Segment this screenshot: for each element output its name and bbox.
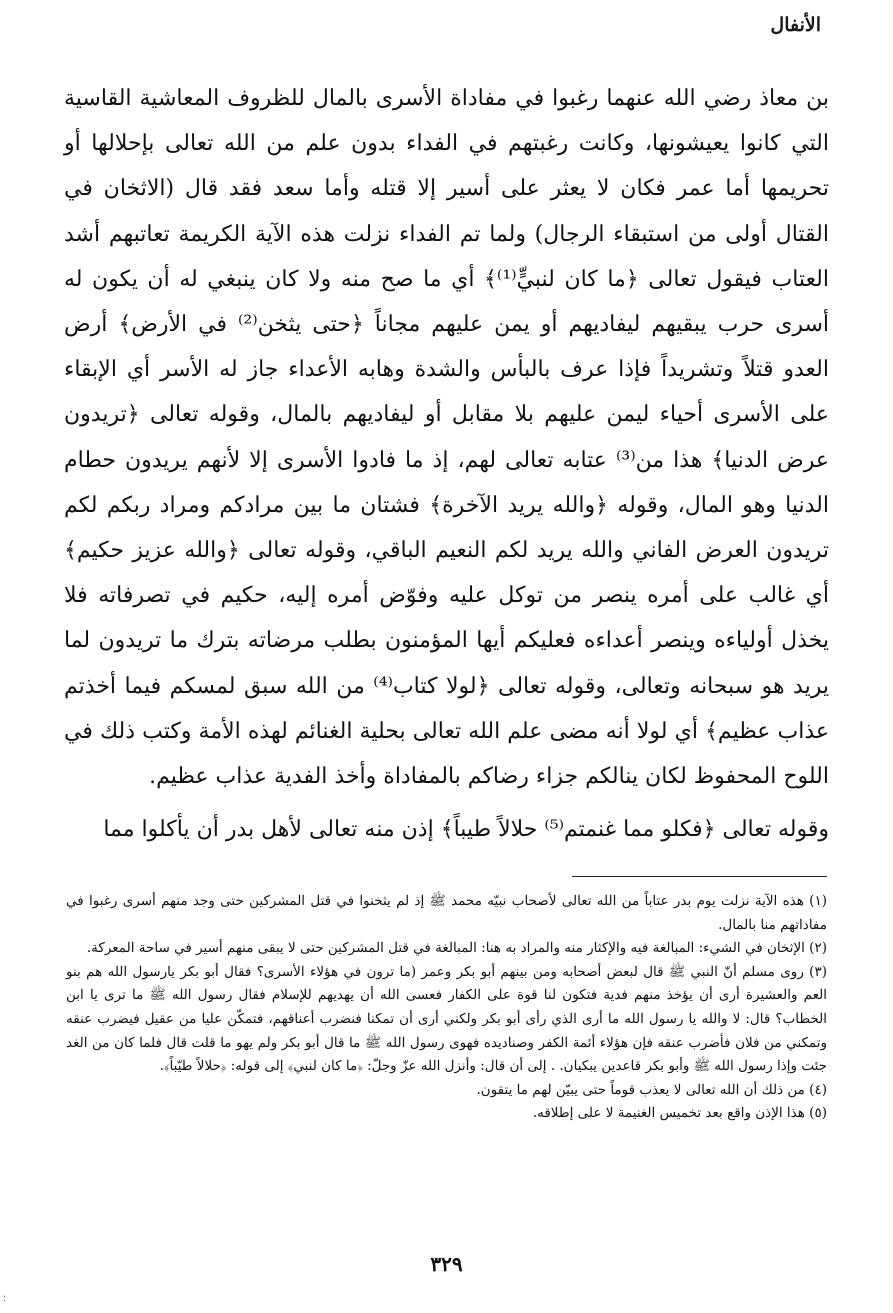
footnote-2: (٢) الإثخان في الشيء: المبالغة فيه والإكثار منه والمراد به هنا: المبالغة في قتل المشركين حتى لا يبقى منهم أسير في ساحة المعركة.	[86, 940, 827, 957]
footnote-separator	[572, 876, 827, 877]
footnote-3: (٣) روى مسلم أنّ النبي ﷺ قال لبعض أصحابه ومن بينهم أبو بكر وعمر (ما ترون في هؤلاء الأسرى؟ فقال أبو بكر يارسول الله هم بنو العم والعشيرة أرى أن يؤخذ منهم فدية فتكون لنا قوة على الكفار فعسى الله أن يهديهم للإسلام فقال رسول الله ﷺ ما ترى يا ابن الخطاب؟ قال: لا والله يا رسول الله ما أرى الذي رأى أبو بكر ولكني أرى أن تمكنا فنضرب أعناقهم، فتمكّن عليا من عقيل فيضرب عنقه وتمكني من فلان فأضرب عنقه فإن هؤلاء أئمة الكفر وصناديده فهوى رسول الله ﷺ ما قال أبو بكر ولم يهو ما قلت قال فلما كان من الغد جئت وإذا رسول الله ﷺ وأبو بكر قاعدين يبكيان. . إلى أن قال: وأنزل الله عزّ وجلّ: ﴿ما كان لنبي﴾ إلى قوله: ﴿حلالاً طيّباً﴾.	[66, 963, 827, 1075]
footnotes	[66, 890, 827, 1126]
scan-edge-mark: ؛	[3, 1294, 6, 1304]
page-number: ٣٢٩	[430, 1252, 463, 1276]
main-paragraph-2: وقوله تعالى ﴿فكلو مما غنمتم⁽⁵⁾ حلالاً طيباً﴾ إذن منه تعالى لأهل بدر أن يأكلوا مما	[103, 817, 829, 843]
main-text	[64, 76, 829, 852]
main-paragraph-1: بن معاذ رضي الله عنهما رغبوا في مفاداة الأسرى بالمال للظروف المعاشية القاسية التي كانوا يعيشونها، وكانت رغبتهم في الفداء بدون علم من الله تعالى بإحلالها أو تحريمها أما عمر فكان لا يعثر على أسير إلا قتله وأما سعد فقد قال (الاثخان في القتال أولى من استبقاء الرجال) ولما تم الفداء نزلت هذه الآية الكريمة تعاتبهم أشد العتاب فيقول تعالى ﴿ما كان لنبيٍّ⁽¹⁾﴾ أي ما صح منه ولا كان ينبغي له أن يكون له أسرى حرب يبقيهم ليفاديهم أو يمن عليهم مجاناً ﴿حتى يثخن⁽²⁾ في الأرض﴾ أرض العدو قتلاً وتشريداً فإذا عرف بالبأس والشدة وهابه الأعداء جاز له الأسر أي الإبقاء على الأسرى أحياء ليمن عليهم بلا مقابل أو ليفاديهم بالمال، وقوله تعالى ﴿تريدون عرض الدنيا﴾ هذا من⁽³⁾ عتابه تعالى لهم، إذ ما فادوا الأسرى إلا لأنهم يريدون حطام الدنيا وهو المال، وقوله ﴿والله يريد الآخرة﴾ فشتان ما بين مرادكم ومراد ربكم لكم تريدون العرض الفاني والله يريد لكم النعيم الباقي، وقوله تعالى ﴿والله عزيز حكيم﴾ أي غالب على أمره ينصر من توكل عليه وفوّض أمره إليه، حكيم في تصرفاته فلا يخذل أولياءه وينصر أعداءه فعليكم أيها المؤمنون بطلب مرضاته بترك ما تريدون لما يريد هو سبحانه وتعالى، وقوله تعالى ﴿لولا كتاب⁽⁴⁾ من الله سبق لمسكم فيما أخذتم عذاب عظيم﴾ أي لولا أنه مضى علم الله تعالى بحلية الغنائم لهذه الأمة وكتب ذلك في اللوح المحفوظ لكان ينالكم جزاء رضاكم بالمفاداة وأخذ الفدية عذاب عظيم.	[64, 86, 830, 790]
footnote-4: (٤) من ذلك أن الله تعالى لا يعذب قوماً حتى يبيّن لهم ما يتقون.	[476, 1081, 827, 1098]
footnote-5: (٥) هذا الإذن واقع بعد تخميس الغنيمة لا على إطلاقه.	[532, 1105, 827, 1122]
running-header-surah-title: الأنفال	[770, 14, 821, 36]
footnote-1: (١) هذه الآية نزلت يوم بدر عتاباً من الله تعالى لأصحاب نبيّه محمد ﷺ إذ لم يثخنوا في قتل المشركين حتى وجد منهم أسرى رغبوا في مفاداتهم منا بالمال.	[66, 893, 827, 933]
